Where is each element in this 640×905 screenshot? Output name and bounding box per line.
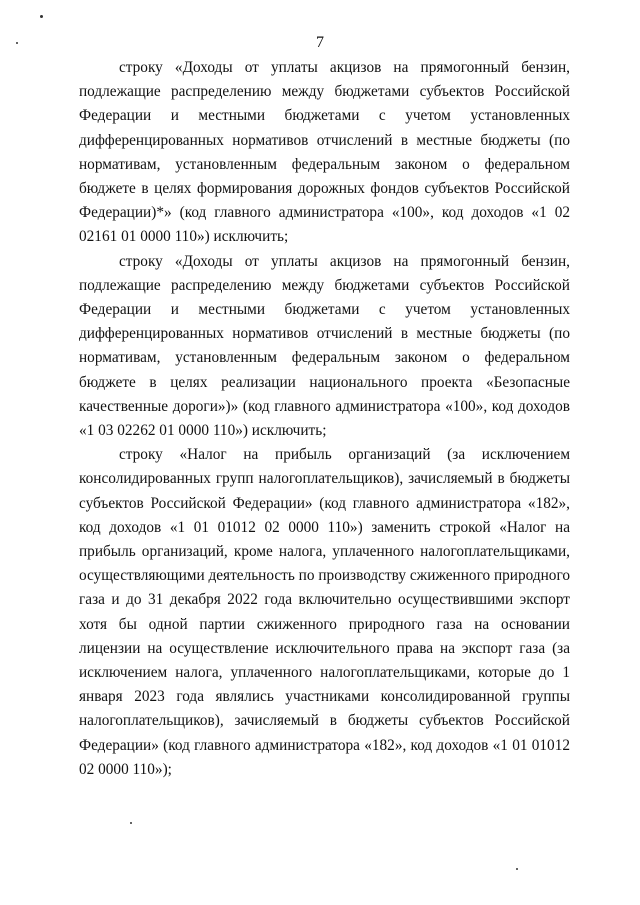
scan-speck — [130, 822, 132, 824]
paragraph-profit-tax: строку «Налог на прибыль организаций (за исключением консолидированных групп налогоплательщиков), зачисляемый в бюджеты субъектов Российской Федерации» (код главного администратора «182», код доходов «1 01 01012 02 0000 110») заменить строкой «Налог на прибыль организаций, кроме налога, уплаченного налогоплательщиками, осуществляющими деятельность по производству сжиженного природного газа и до 31 декабря 2022 года включительно осуществившими экспорт хотя бы одной партии сжиженного природного газа на основании лицензии на осуществление исключительного права на экспорт газа (за исключением налога, уплаченного налогоплательщиками, которые до 1 января 2023 года являлись участниками консолидированной группы налогоплательщиков), зачисляемый в бюджеты субъектов Российской Федерации» (код главного администратора «182», код доходов «1 01 01012 02 0000 110»); — [79, 446, 570, 778]
paragraph-excise-safe-roads: строку «Доходы от уплаты акцизов на прямогонный бензин, подлежащие распределению между бюджетами субъектов Российской Федерации и местными бюджетами с учетом установленных дифференцированных нормативов отчислений в местные бюджеты (по нормативам, установленным федеральным законом о федеральном бюджете в целях реализации национального проекта «Безопасные качественные дороги»)» (код главного администратора «100», код доходов «1 03 02262 01 0000 110») исключить; — [79, 252, 570, 440]
document-body — [79, 56, 570, 782]
scan-speck — [40, 15, 43, 18]
scan-speck — [516, 868, 518, 870]
page-number: 7 — [316, 34, 324, 51]
paragraph-excise-road-funds: строку «Доходы от уплаты акцизов на прямогонный бензин, подлежащие распределению между бюджетами субъектов Российской Федерации и местными бюджетами с учетом установленных дифференцированных нормативов отчислений в местные бюджеты (по нормативам, установленным федеральным законом о федеральном бюджете в целях формирования дорожных фондов субъектов Российской Федерации)*» (код главного администратора «100», код доходов «1 02 02161 01 0000 110») исключить; — [79, 59, 570, 246]
